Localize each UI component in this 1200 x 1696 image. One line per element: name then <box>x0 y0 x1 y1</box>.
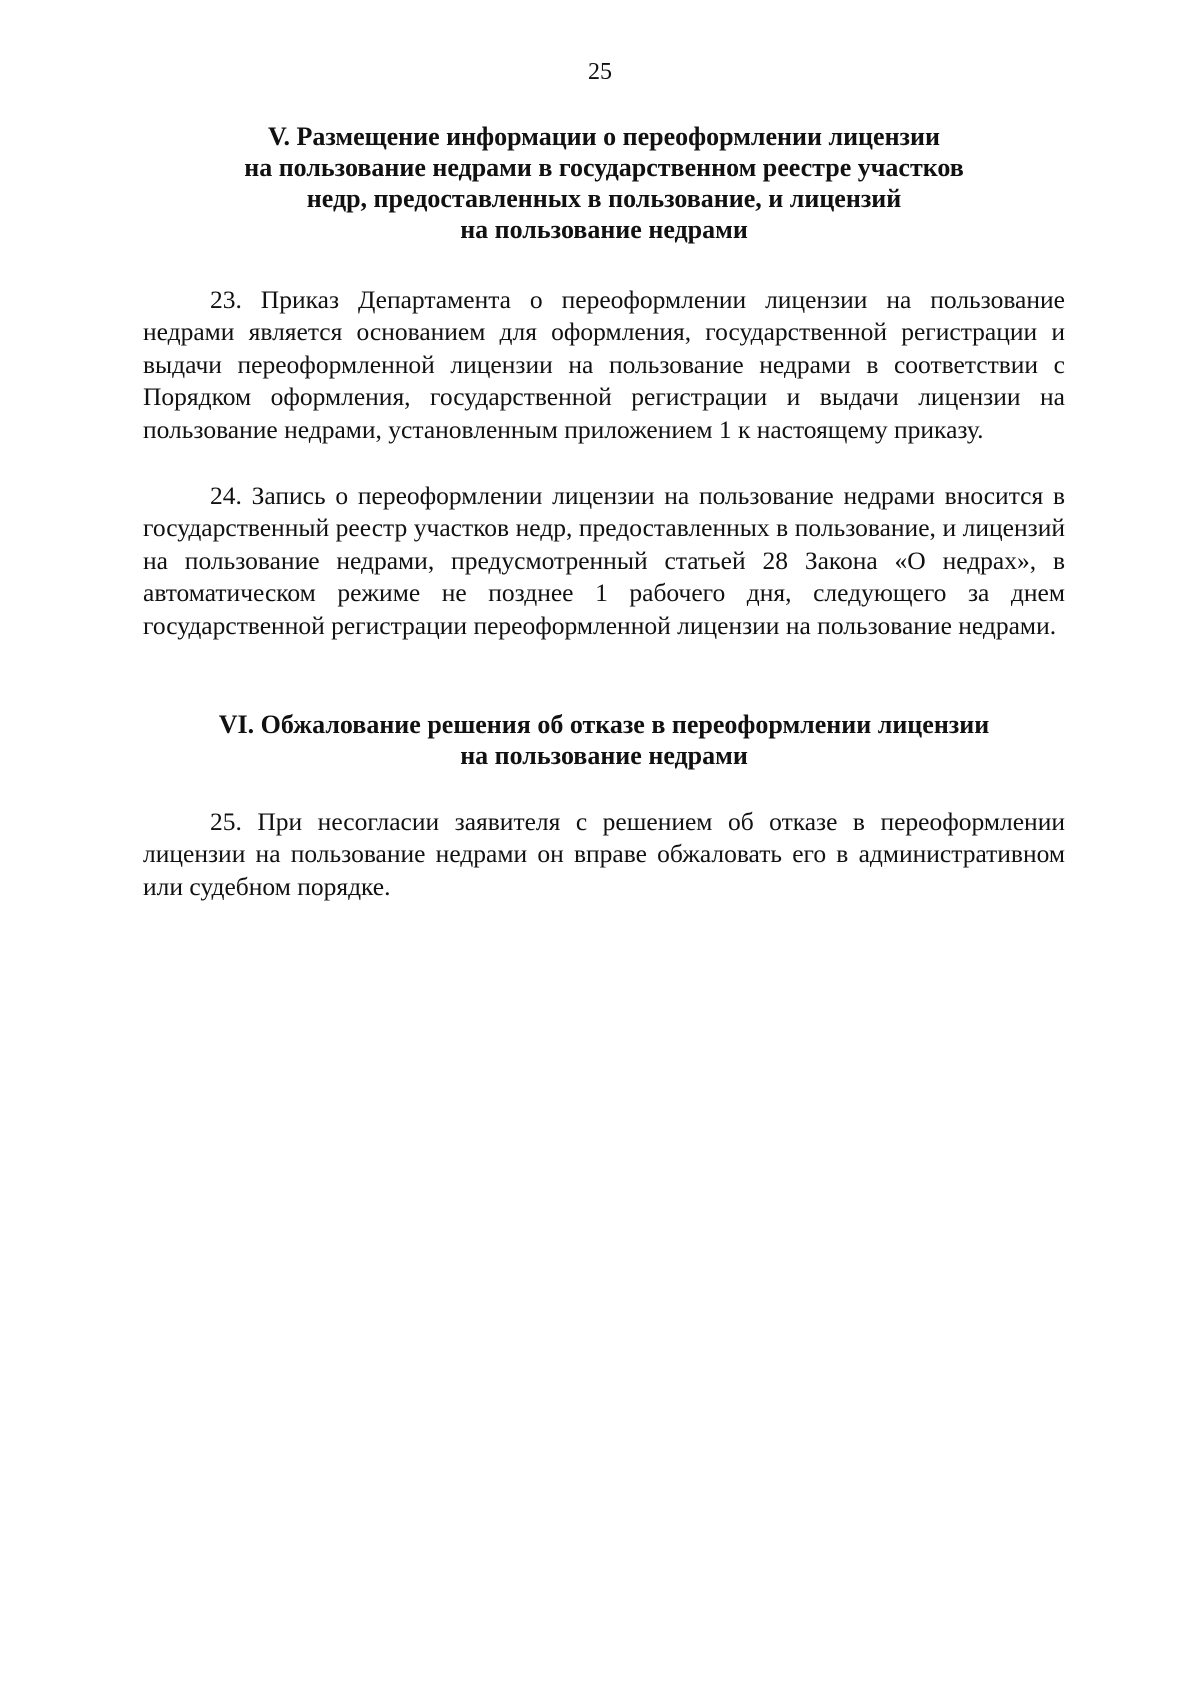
heading-line: V. Размещение информации о переоформлении лицензии <box>268 122 940 151</box>
heading-line: на пользование недрами <box>460 215 748 244</box>
heading-line: VI. Обжалование решения об отказе в переоформлении лицензии <box>218 710 990 739</box>
paragraph-24: 24. Запись о переоформлении лицензии на пользование недрами вносится в государственный реестр участков недр, предоставленных в пользование, и лицензий на пользование недрами, предусмотренный статьей 28 Закона «О недрах», в автоматическом режиме не позднее 1 рабочего дня, следующего за днем государственной регистрации переоформленной лицензии на пользование недрами. <box>143 481 1065 640</box>
section-v-heading <box>143 121 1065 245</box>
page-number: 25 <box>588 59 612 85</box>
paragraph-23: 23. Приказ Департамента о переоформлении лицензии на пользование недрами является основанием для оформления, государственной регистрации и выдачи переоформленной лицензии на пользование недрами в соответствии с Порядком оформления, государственной регистрации и выдачи лицензии на пользование недрами, установленным приложением 1 к настоящему приказу. <box>143 285 1065 444</box>
heading-line: на пользование недрами <box>460 741 748 770</box>
heading-line: на пользование недрами в государственном реестре участков <box>244 153 964 182</box>
section-vi-heading <box>143 709 1065 771</box>
heading-line: недр, предоставленных в пользование, и лицензий <box>306 184 902 213</box>
paragraph-25: 25. При несогласии заявителя с решением об отказе в переоформлении лицензии на пользование недрами он вправе обжаловать его в административном или судебном порядке. <box>143 807 1065 901</box>
